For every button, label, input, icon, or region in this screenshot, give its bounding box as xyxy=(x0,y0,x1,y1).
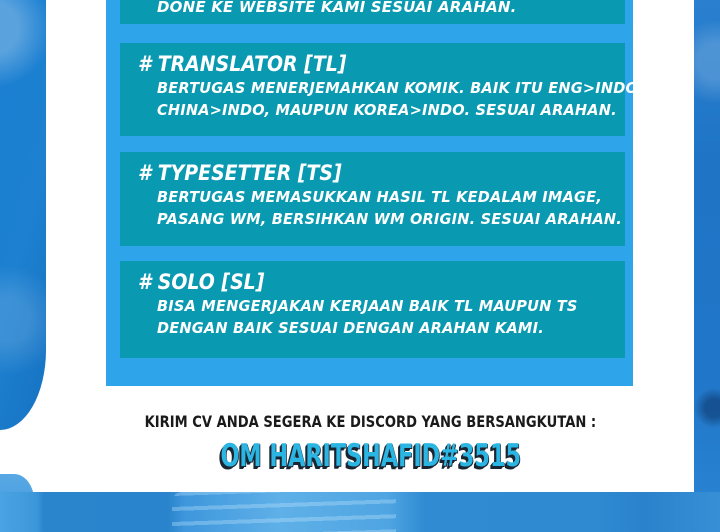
role-box-typesetter xyxy=(120,152,625,246)
role-description-line: BERTUGAS MEMASUKKAN HASIL TL KEDALAM IMAGE, xyxy=(157,188,603,206)
role-box-cropped xyxy=(120,0,625,24)
discord-handle: OM HARITSHAFID#3515 xyxy=(220,438,521,474)
bottom-photo-folds xyxy=(172,492,396,532)
role-description-line: CHINA>INDO, MAUPUN KOREA>INDO. SESUAI ARAHAN. xyxy=(157,101,617,119)
role-description-line: BERTUGAS MENERJEMAHKAN KOMIK. BAIK ITU ENG>INDO, xyxy=(157,79,644,97)
role-box-solo xyxy=(120,261,625,358)
role-description-line: DONE KE WEBSITE KAMI SESUAI ARAHAN. xyxy=(157,0,517,16)
role-description-line: PASANG WM, BERSIHKAN WM ORIGIN. SESUAI ARAHAN. xyxy=(157,210,623,228)
right-photo-strip xyxy=(694,0,720,532)
roles-panel xyxy=(106,0,644,386)
role-title: # TYPESETTER [TS] xyxy=(138,161,342,185)
role-description-line: DENGAN BAIK SESUAI DENGAN ARAHAN KAMI. xyxy=(157,319,544,337)
role-title: # TRANSLATOR [TL] xyxy=(138,52,347,76)
role-title: # SOLO [SL] xyxy=(138,270,265,294)
role-description-line: BISA MENGERJAKAN KERJAAN BAIK TL MAUPUN TS xyxy=(157,297,578,315)
left-photo-strip xyxy=(0,0,46,430)
cta-text: KIRIM CV ANDA SEGERA KE DISCORD YANG BERSANGKUTAN : xyxy=(144,412,597,431)
role-box-translator xyxy=(120,43,644,136)
